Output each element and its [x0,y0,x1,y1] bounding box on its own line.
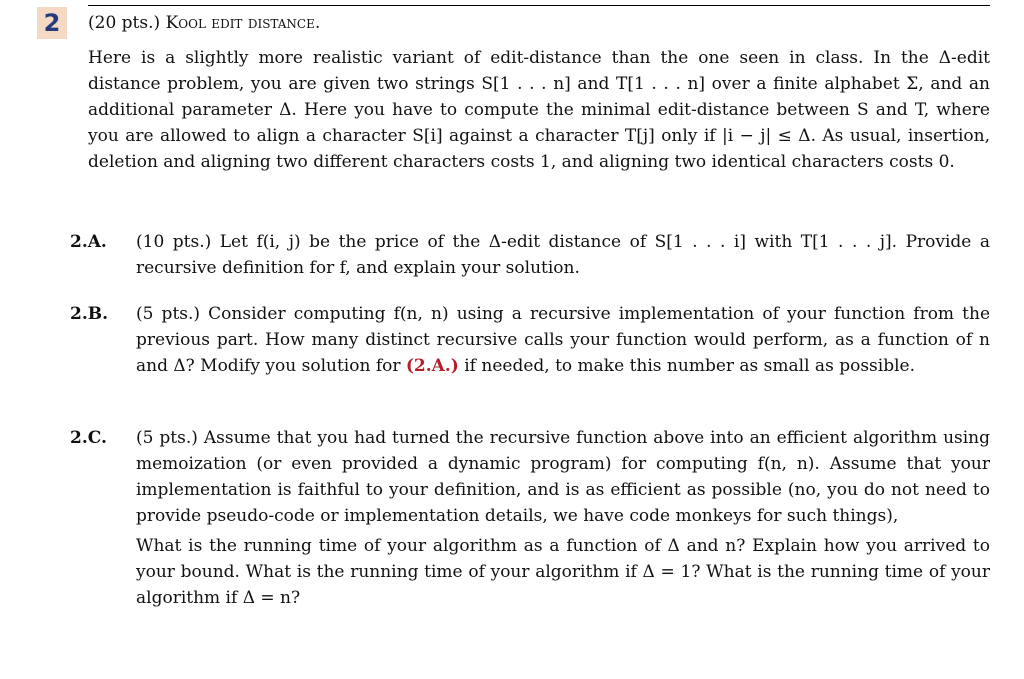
part-label: 2.A. [70,232,107,252]
part-2c [70,425,990,611]
problem-title-text: Kool edit distance. [165,13,321,33]
part-2a [70,229,990,281]
problem-number-badge: 2 [37,7,67,39]
part-paragraph [136,425,990,529]
problem-intro: Here is a slightly more realistic variant of edit-distance than the one seen in class. In the Δ-edit distance problem, you are given two strings S[1 . . . n] and T[1 . . . n] over a finite alphabet Σ, and an additional parameter Δ. Here you have to compute the minimal edit-distance between S and T, where you are allowed to align a character S[i] against a character T[j] only if |i − j| ≤ Δ. As usual, insertion, deletion and aligning two different characters costs 1, and aligning two identical characters costs 0. [88,48,990,172]
part-paragraph [136,301,990,379]
part-label: 2.C. [70,428,107,448]
problem-title [88,12,320,34]
part-body [136,425,990,611]
part-label: 2.B. [70,304,109,324]
part-text: if needed, to make this number as small as possible. [464,356,915,376]
part-points: (5 pts.) [136,428,198,448]
part-2b [70,301,990,379]
problem-points: (20 pts.) [88,13,161,33]
part-points: (10 pts.) [136,232,212,252]
top-rule [88,5,990,6]
part-text: Consider computing f(n, n) using a recursive implementation of your function from the previous part. How many distinct recursive calls your function would perform, as a function of n and Δ? Modify you solution for [136,304,991,376]
part-body [136,301,990,379]
part-points: (5 pts.) [136,304,201,324]
cross-reference-link[interactable]: (2.A.) [405,356,459,376]
part-text: Let f(i, j) be the price of the Δ-edit distance of S[1 . . . i] with T[1 . . . j]. Provide a recursive definition for f, and explain your solution. [136,232,991,278]
part-body [136,229,990,281]
part-paragraph-2: What is the running time of your algorithm as a function of Δ and n? Explain how you arrived to your bound. What is the running time of your algorithm if Δ = 1? What is the running time of your algorithm if Δ = n? [136,536,990,608]
part-paragraph [136,229,990,281]
part-text: Assume that you had turned the recursive function above into an efficient algorithm using memoization (or even provided a dynamic program) for computing f(n, n). Assume that your implementation is faithful to your definition, and is as efficient as possible (no, you do not need to provide pseudo-code or implementation details, we have code monkeys for such things), [136,428,991,526]
